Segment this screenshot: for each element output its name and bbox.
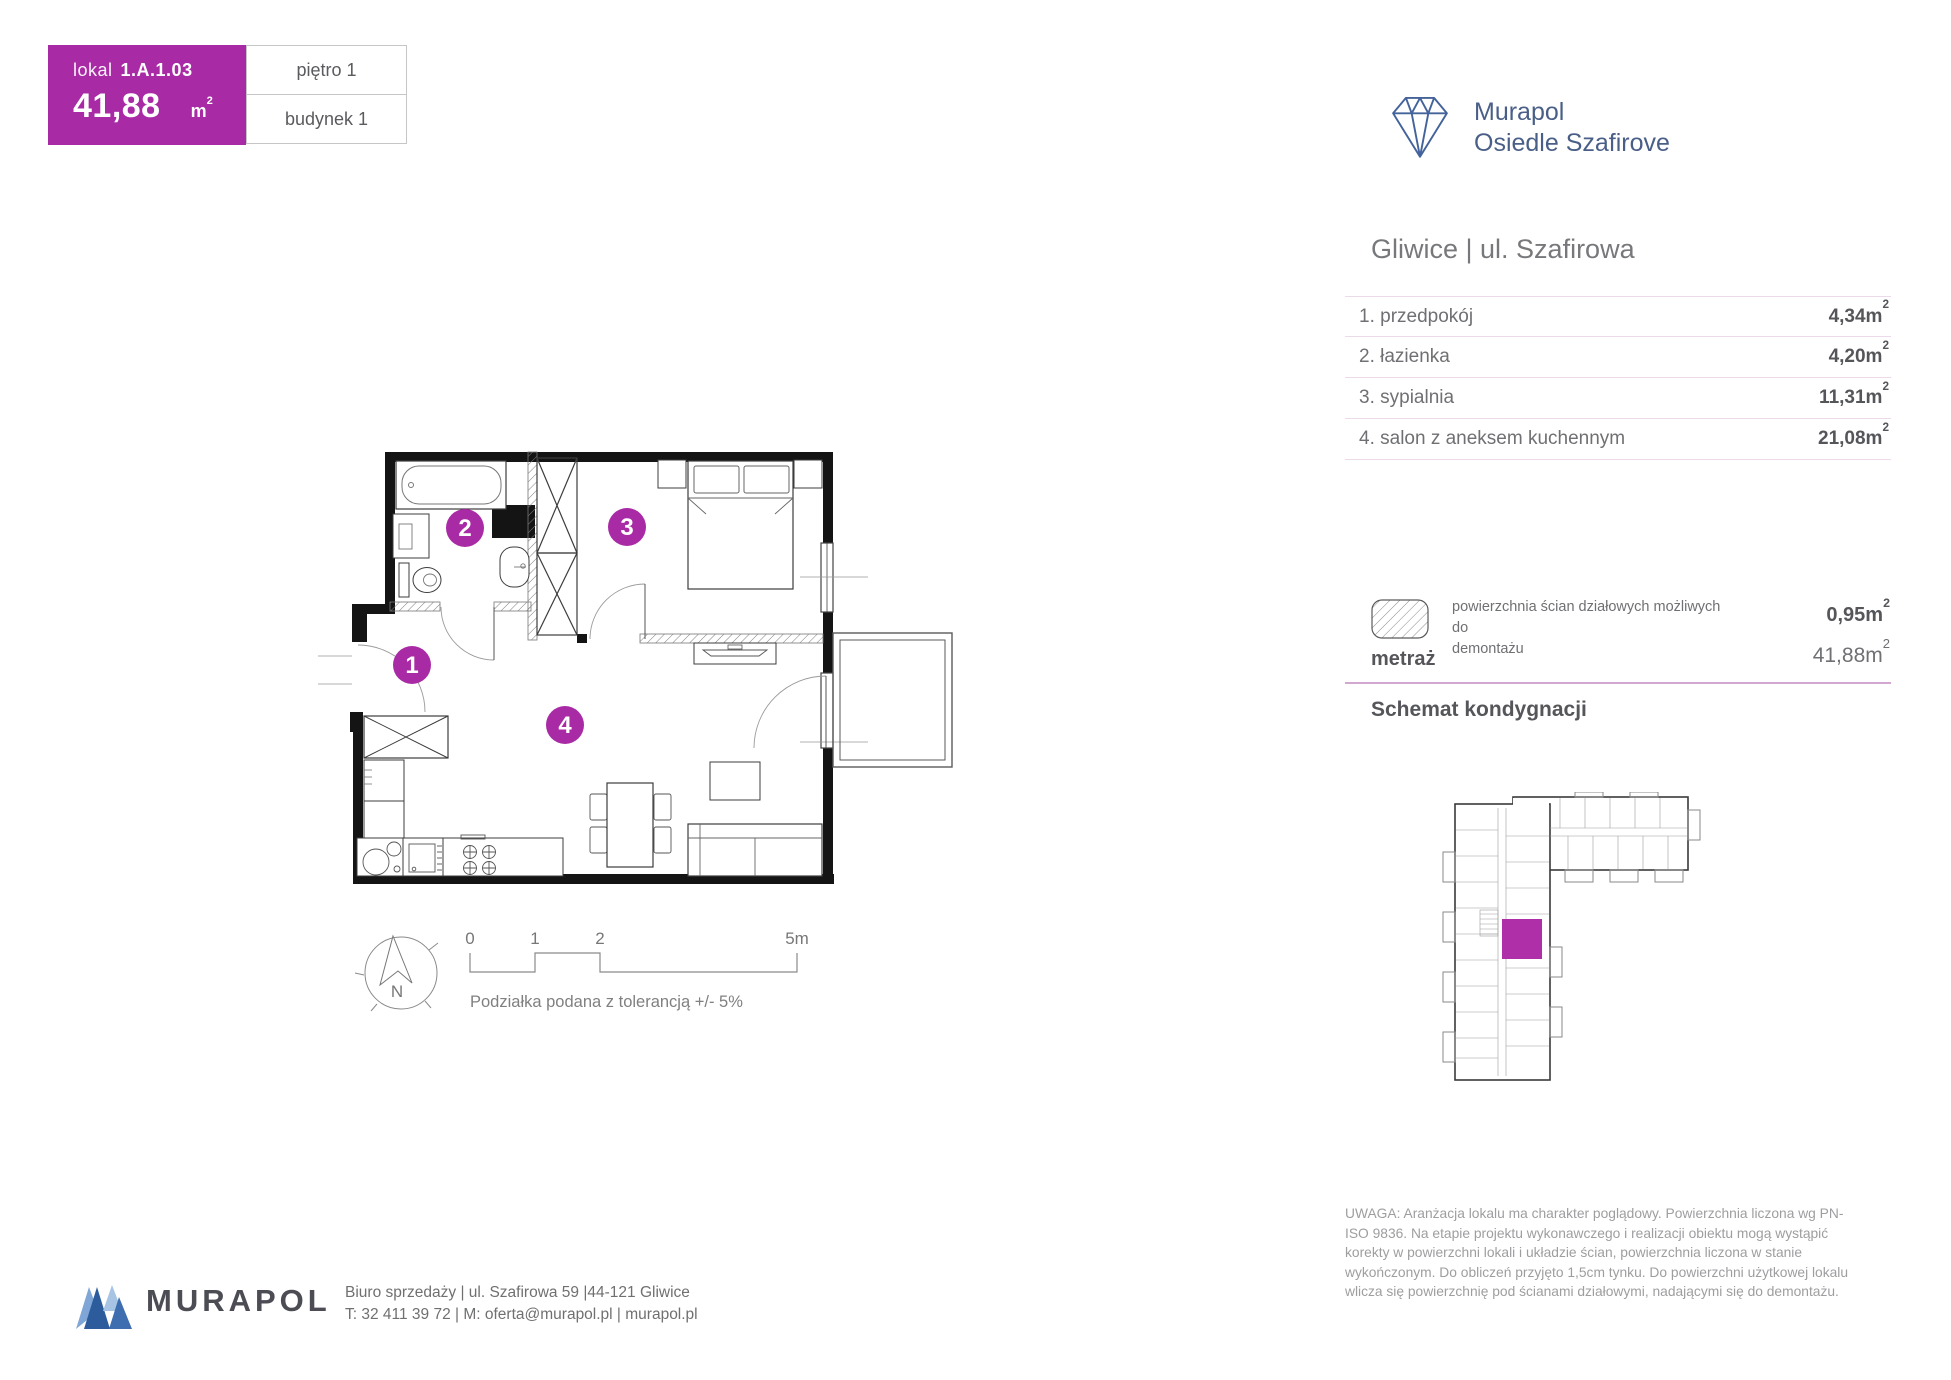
- double-bed: [688, 461, 793, 589]
- unit-area-line: [73, 87, 246, 126]
- unit-number-line: [73, 60, 246, 81]
- schemat-title: Schemat kondygnacji: [1371, 698, 1587, 721]
- compass-icon: [355, 936, 438, 1011]
- svg-text:5m: 5m: [785, 929, 809, 948]
- unit-id-card: [48, 45, 246, 145]
- highlighted-unit: [1502, 919, 1542, 959]
- svg-text:4: 4: [558, 712, 572, 739]
- brand-name: [1474, 97, 1670, 159]
- room-label: 2. łazienka: [1359, 346, 1450, 367]
- washing-machine: [393, 514, 429, 558]
- svg-text:1: 1: [405, 652, 419, 679]
- hatch-area-value: $0,95m^2$: [1826, 596, 1890, 626]
- room-label: 1. przedpokój: [1359, 305, 1474, 327]
- brand-line2: Osiedle Szafirove: [1474, 129, 1670, 157]
- svg-text:2: 2: [458, 515, 472, 542]
- murapol-wordmark: MURAPOL: [146, 1283, 331, 1318]
- table-row: [1345, 419, 1891, 460]
- table-row: [1345, 337, 1891, 378]
- room-label: 4. salon z aneksem kuchennym: [1359, 428, 1626, 449]
- room-area: $4,20m^2$: [1828, 338, 1889, 367]
- balcony: [833, 633, 952, 767]
- tv-stand: [694, 643, 776, 664]
- svg-text:1: 1: [530, 929, 540, 948]
- room-label: 3. sypialnia: [1359, 387, 1455, 408]
- murapol-logo-icon: [76, 1283, 132, 1329]
- contact-line1: Biuro sprzedaży | ul. Szafirowa 59 |44-121 Gliwice: [345, 1284, 690, 1301]
- svg-text:0: 0: [465, 929, 475, 948]
- project-location: Gliwice | ul. Szafirowa: [1371, 234, 1635, 264]
- room-area: $11,31m^2$: [1819, 379, 1889, 408]
- contact-line2: T: 32 411 39 72 | M: oferta@murapol.pl | murapol.pl: [345, 1306, 698, 1323]
- room-table: [1345, 296, 1891, 460]
- building-key-plan: [1425, 792, 1715, 1097]
- brand-block: [1388, 90, 1670, 166]
- scale-note: Podziałka podana z tolerancją +/- 5%: [470, 993, 743, 1011]
- diamond-logo-icon: [1388, 90, 1452, 166]
- toilet: [399, 563, 441, 597]
- metraz-value: $41,88m^2$: [1812, 635, 1890, 667]
- disclaimer-text: UWAGA: Aranżacja lokalu ma charakter poglądowy. Powierzchnia liczona wg PN-ISO 9836. Na etapie projektu wykonawczego i realizacji obiektu mogą wystąpić korekty w powierzchni lokali i układzie ścian, powierzchnia liczona w stanie wykończonym. Do obliczeń przyjęto 1,5cm tynku. Do powierzchni użytkowej lokalu wlicza się powierzchnię pod ścianami działowymi, nadającymi się do demontażu.: [1345, 1206, 1849, 1299]
- svg-text:3: 3: [620, 514, 634, 541]
- apartment-plan: [300, 440, 980, 1020]
- svg-text:N: N: [390, 982, 404, 1001]
- metraz-underline: [1345, 682, 1891, 684]
- table-row: [1345, 378, 1891, 419]
- hall-wardrobe: [364, 716, 448, 838]
- building-label: budynek 1: [284, 108, 369, 129]
- unit-area-value: 41,88: [73, 87, 161, 125]
- building-box: [246, 94, 407, 144]
- lokal-label: lokal: [73, 60, 113, 80]
- dining-table: [590, 783, 671, 867]
- floor-box: [246, 45, 407, 95]
- sofa: [688, 824, 822, 876]
- built-in-wardrobe: [537, 458, 577, 635]
- hatch-swatch-icon: [1371, 599, 1429, 639]
- table-row: [1345, 296, 1891, 337]
- unit-area-unit: $m^2$: [190, 95, 213, 121]
- svg-text:2: 2: [595, 929, 605, 948]
- brand-line1: Murapol: [1474, 98, 1565, 126]
- metraz-label: metraż: [1371, 648, 1436, 670]
- scale-bar: [465, 929, 809, 1011]
- floor-label: piętro 1: [296, 59, 357, 80]
- sales-office-contact: [345, 1282, 698, 1326]
- coffee-table: [710, 762, 760, 800]
- room-markers: [393, 508, 646, 744]
- hatch-note: powierzchnia ścian działowych możliwych do demontażu: [1452, 599, 1721, 657]
- lokal-number: 1.A.1.03: [120, 60, 193, 80]
- windows: [800, 543, 868, 748]
- room-area: $21,08m^2$: [1818, 420, 1889, 449]
- bathroom-sink: [500, 547, 529, 587]
- bathtub: [396, 461, 506, 509]
- room-area: $4,34m^2$: [1828, 298, 1889, 327]
